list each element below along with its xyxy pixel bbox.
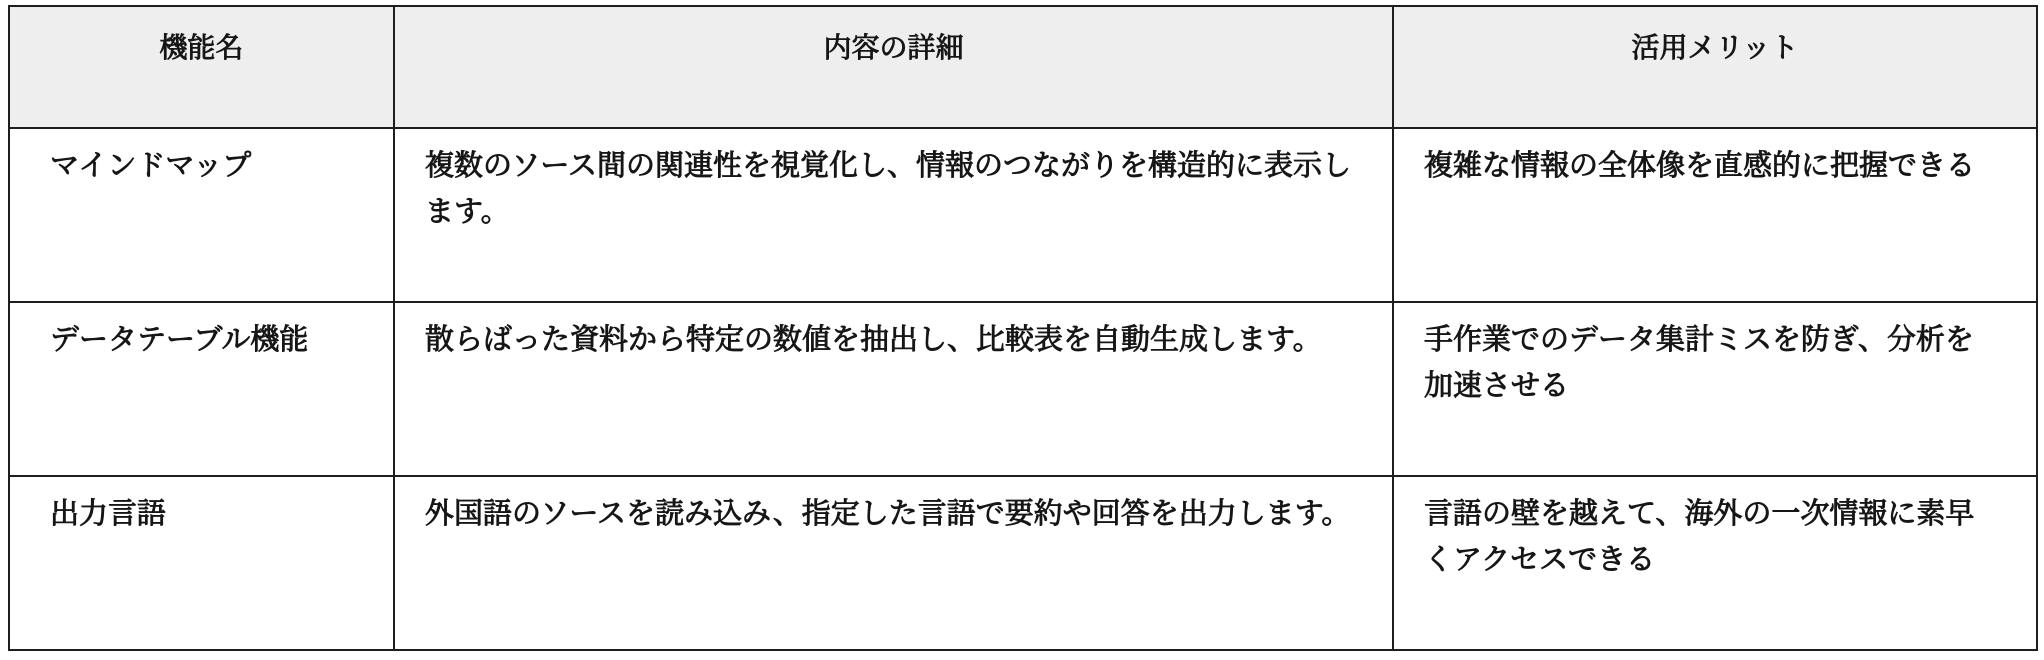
cell-feature-name: マインドマップ [9, 128, 394, 302]
features-table [8, 5, 2038, 651]
cell-feature-name: 出力言語 [9, 476, 394, 650]
table-row [9, 302, 2037, 476]
table-row [9, 476, 2037, 650]
table-row [9, 128, 2037, 302]
cell-detail: 散らばった資料から特定の数値を抽出し、比較表を自動生成します。 [394, 302, 1393, 476]
cell-feature-name: データテーブル機能 [9, 302, 394, 476]
column-header-merit: 活用メリット [1393, 6, 2037, 128]
cell-merit: 複雑な情報の全体像を直感的に把握できる [1393, 128, 2037, 302]
cell-merit: 言語の壁を越えて、海外の一次情報に素早くアクセスできる [1393, 476, 2037, 650]
features-table-container [8, 5, 2038, 651]
column-header-feature-name: 機能名 [9, 6, 394, 128]
cell-detail: 複数のソース間の関連性を視覚化し、情報のつながりを構造的に表示します。 [394, 128, 1393, 302]
cell-detail: 外国語のソースを読み込み、指定した言語で要約や回答を出力します。 [394, 476, 1393, 650]
header-row [9, 6, 2037, 128]
cell-merit: 手作業でのデータ集計ミスを防ぎ、分析を加速させる [1393, 302, 2037, 476]
column-header-detail: 内容の詳細 [394, 6, 1393, 128]
